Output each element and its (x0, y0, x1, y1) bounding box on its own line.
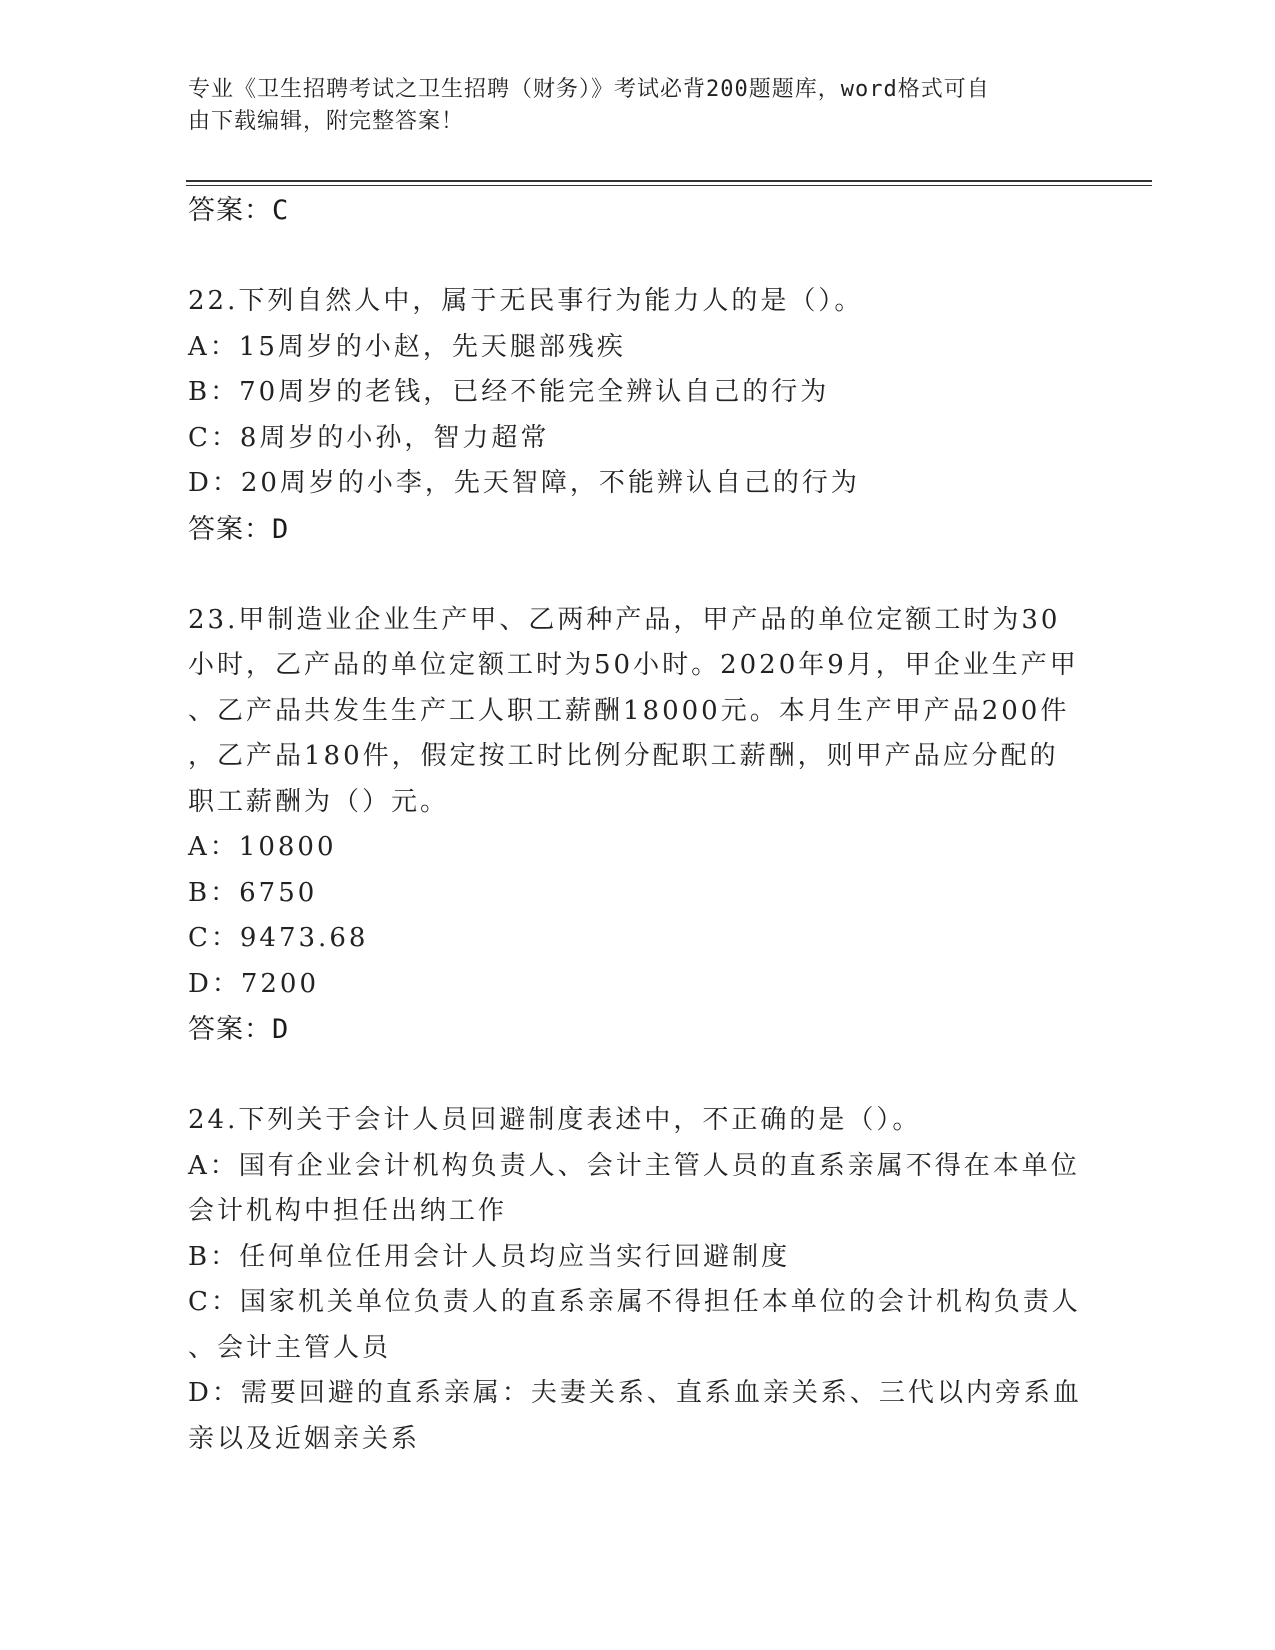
header-line-1: 专业《卫生招聘考试之卫生招聘（财务）》考试必背200题题库，word格式可自 (188, 77, 990, 102)
option-b: B：6750 (188, 877, 318, 908)
spacer (188, 234, 1088, 280)
option-d: D：7200 (188, 968, 320, 999)
option-c: C：国家机关单位负责人的直系亲属不得担任本单位的会计机构负责人 (188, 1287, 1081, 1317)
question-24 (188, 1098, 1088, 1462)
question-stem: 职工薪酬为（）元。 (188, 786, 450, 817)
header-line-2: 由下载编辑，附完整答案！ (188, 109, 465, 134)
header-divider-thick (186, 180, 1152, 182)
spacer (188, 1053, 1088, 1099)
header-divider-thin (186, 185, 1152, 186)
option-d-continued: 亲以及近姻亲关系 (188, 1423, 421, 1454)
option-d: D：需要回避的直系亲属：夫妻关系、直系血亲关系、三代以内旁系血 (188, 1378, 1082, 1408)
answer-label: 答案：D (188, 513, 290, 545)
option-b: B：70周岁的老钱，已经不能完全辨认自己的行为 (188, 377, 830, 407)
option-a: A：国有企业会计机构负责人、会计主管人员的直系亲属不得在本单位 (188, 1150, 1080, 1181)
question-list (188, 188, 1088, 1462)
option-c: C：8周岁的小孙，智力超常 (188, 422, 550, 453)
answer-label: 答案：D (188, 1014, 290, 1045)
document-header (188, 74, 1068, 138)
option-c-continued: 、会计主管人员 (188, 1332, 392, 1363)
question-stem: 小时，乙产品的单位定额工时为50小时。2020年9月，甲企业生产甲 (188, 650, 1079, 680)
answer-label: 答案：C (188, 195, 290, 226)
option-c: C：9473.68 (188, 923, 369, 953)
option-d: D：20周岁的小李，先天智障，不能辨认自己的行为 (188, 468, 860, 498)
option-b: B：任何单位任用会计人员均应当实行回避制度 (188, 1241, 791, 1272)
question-22 (188, 279, 1088, 552)
question-stem: 、乙产品共发生生产工人职工薪酬18000元。本月生产甲产品200件 (188, 695, 1070, 726)
spacer (188, 552, 1088, 598)
option-a: A：15周岁的小赵，先天腿部残疾 (188, 331, 626, 362)
question-stem: ，乙产品180件，假定按工时比例分配职工薪酬，则甲产品应分配的 (188, 741, 1059, 771)
question-stem: 23.甲制造业企业生产甲、乙两种产品，甲产品的单位定额工时为30 (188, 604, 1061, 635)
option-a: A：10800 (188, 832, 337, 862)
question-stem: 22.下列自然人中，属于无民事行为能力人的是（）。 (188, 286, 864, 316)
question-stem: 24.下列关于会计人员回避制度表述中，不正确的是（）。 (188, 1105, 922, 1135)
question-23 (188, 598, 1088, 1053)
option-a-continued: 会计机构中担任出纳工作 (188, 1196, 508, 1226)
